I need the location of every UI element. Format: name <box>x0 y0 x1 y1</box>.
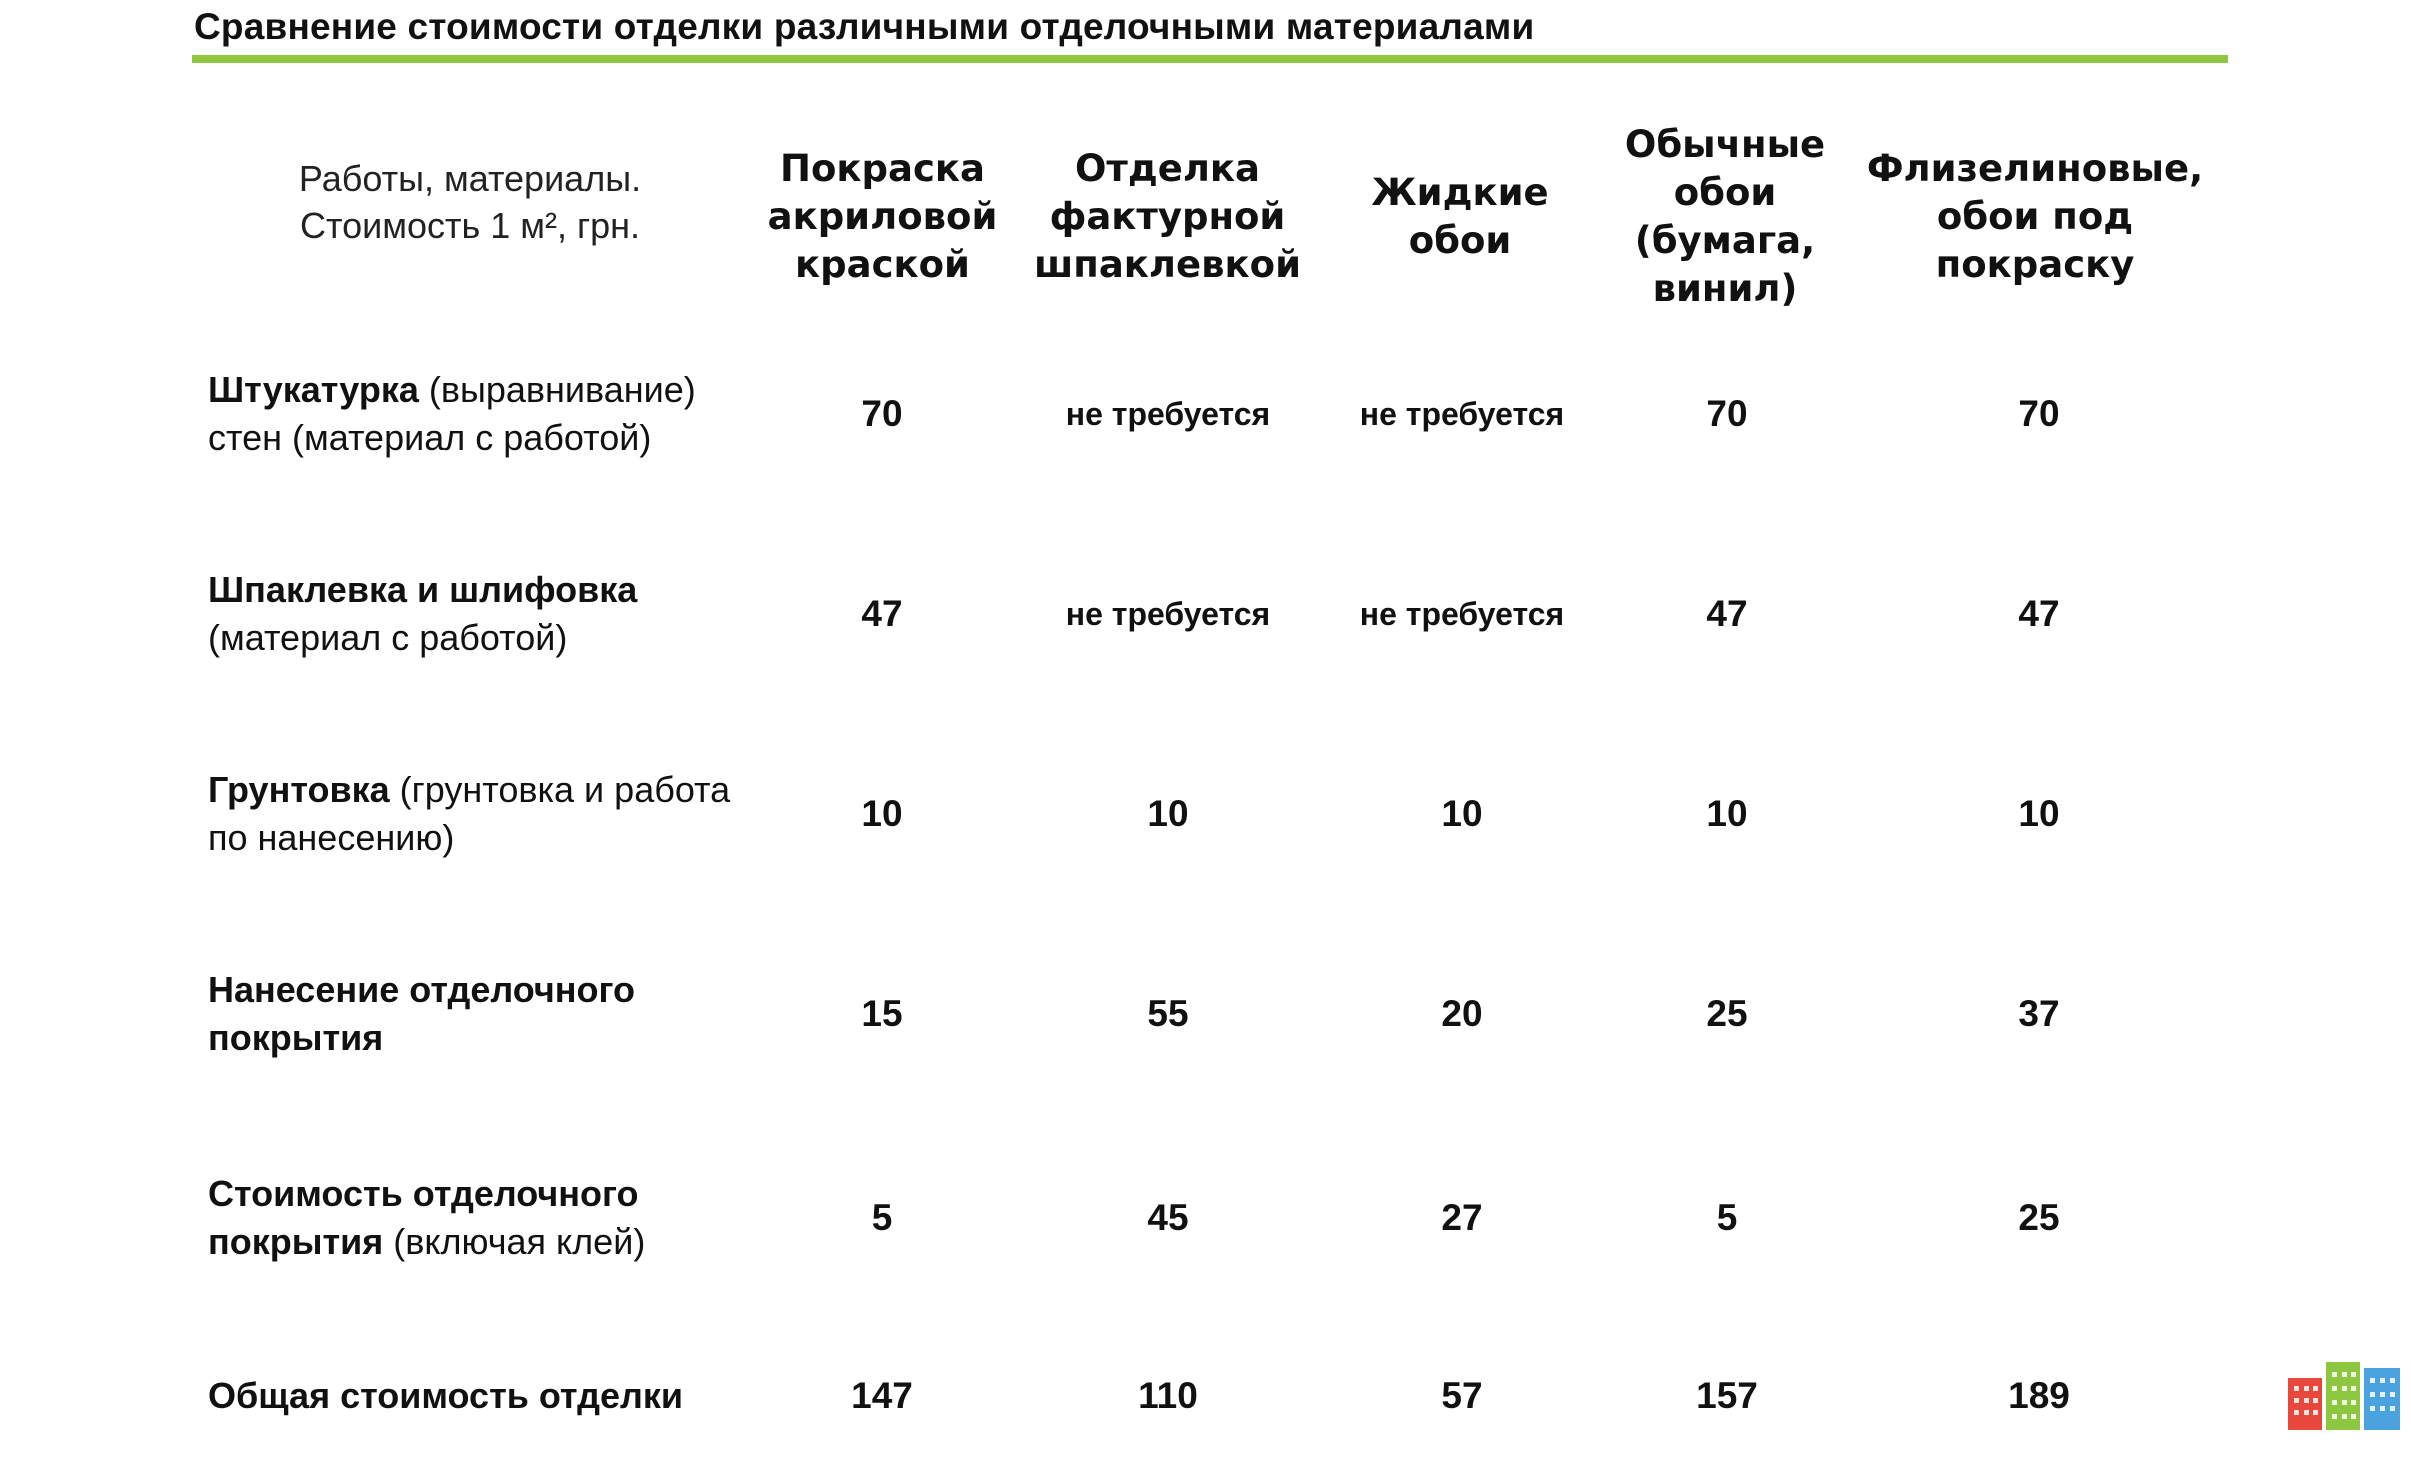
table-cell: 47 <box>2018 593 2060 634</box>
header-label-line2: Стоимость 1 м², грн. <box>299 205 641 246</box>
table-cell: 147 <box>851 1375 913 1416</box>
table-cell: 20 <box>1441 993 1483 1034</box>
table-cell: 25 <box>2018 1197 2060 1238</box>
table-cell: 15 <box>861 993 903 1034</box>
table-cell: 57 <box>1441 1375 1483 1416</box>
table-cell: 157 <box>1696 1375 1758 1416</box>
table-cell: 27 <box>1441 1197 1483 1238</box>
row-label-plaster <box>208 366 768 462</box>
row-label-rest: (включая клей) <box>383 1221 646 1262</box>
table-cell: 45 <box>1147 1197 1189 1238</box>
column-header-nonwoven-wallpaper: Флизелиновые, обои под покраску <box>1866 147 2204 286</box>
table-cell: 37 <box>2018 993 2060 1034</box>
page-title: Сравнение стоимости отделки различными отделочными материалами <box>194 6 1535 47</box>
row-label-total <box>208 1372 808 1420</box>
column-header-regular-wallpaper: Обычные обои (бумага, винил) <box>1624 123 1826 310</box>
table-cell: 110 <box>1138 1375 1198 1416</box>
table-cell: 10 <box>1706 793 1748 834</box>
table-cell: 47 <box>1706 593 1748 634</box>
row-label-coating-cost <box>208 1170 728 1266</box>
table-cell: 25 <box>1706 993 1748 1034</box>
table-cell: 70 <box>2018 393 2060 434</box>
table-cell: 189 <box>2008 1375 2070 1416</box>
title-underline <box>192 55 2228 63</box>
table-cell: 55 <box>1147 993 1189 1034</box>
column-header-acrylic-paint: Покраска акриловой краской <box>767 147 998 286</box>
table-cell: 47 <box>861 593 903 634</box>
table-header-label <box>200 155 740 249</box>
table-cell: 10 <box>1441 793 1483 834</box>
table-cell: не требуется <box>1065 395 1271 432</box>
row-label-putty-sanding <box>208 566 768 662</box>
row-label-bold: Нанесение отделочного покрытия <box>208 969 636 1058</box>
row-label-bold: Штукатурка <box>208 369 419 410</box>
column-header-textured-putty: Отделка фактурной шпаклевкой <box>1033 147 1301 286</box>
row-label-bold: Стоимость отделочного покрытия <box>208 1173 639 1262</box>
row-label-rest: (грунтовка и работа по нанесению) <box>208 769 731 858</box>
header-label-line1: Работы, материалы. <box>298 158 642 199</box>
row-label-bold: Шпаклевка и шлифовка <box>208 569 638 610</box>
row-label-primer <box>208 766 768 862</box>
table-cell: 10 <box>1147 793 1189 834</box>
row-label-application <box>208 966 728 1062</box>
row-label-bold: Грунтовка <box>208 769 390 810</box>
table-cell: 70 <box>1706 393 1748 434</box>
table-cell: 10 <box>861 793 903 834</box>
row-label-bold: Общая стоимость отделки <box>208 1375 683 1416</box>
table-cell: не требуется <box>1065 595 1271 632</box>
row-label-rest: (выравнивание) стен (материал с работой) <box>208 369 696 458</box>
row-label-rest: (материал с работой) <box>208 617 568 658</box>
column-header-liquid-wallpaper: Жидкие обои <box>1371 171 1549 262</box>
table-cell: 5 <box>871 1197 893 1238</box>
building-blocks-logo-icon <box>2286 1360 2402 1430</box>
table-cell: 5 <box>1716 1197 1738 1238</box>
table-cell: 10 <box>2018 793 2060 834</box>
table-cell: не требуется <box>1359 595 1565 632</box>
table-cell: 70 <box>861 393 903 434</box>
table-cell: не требуется <box>1359 395 1565 432</box>
